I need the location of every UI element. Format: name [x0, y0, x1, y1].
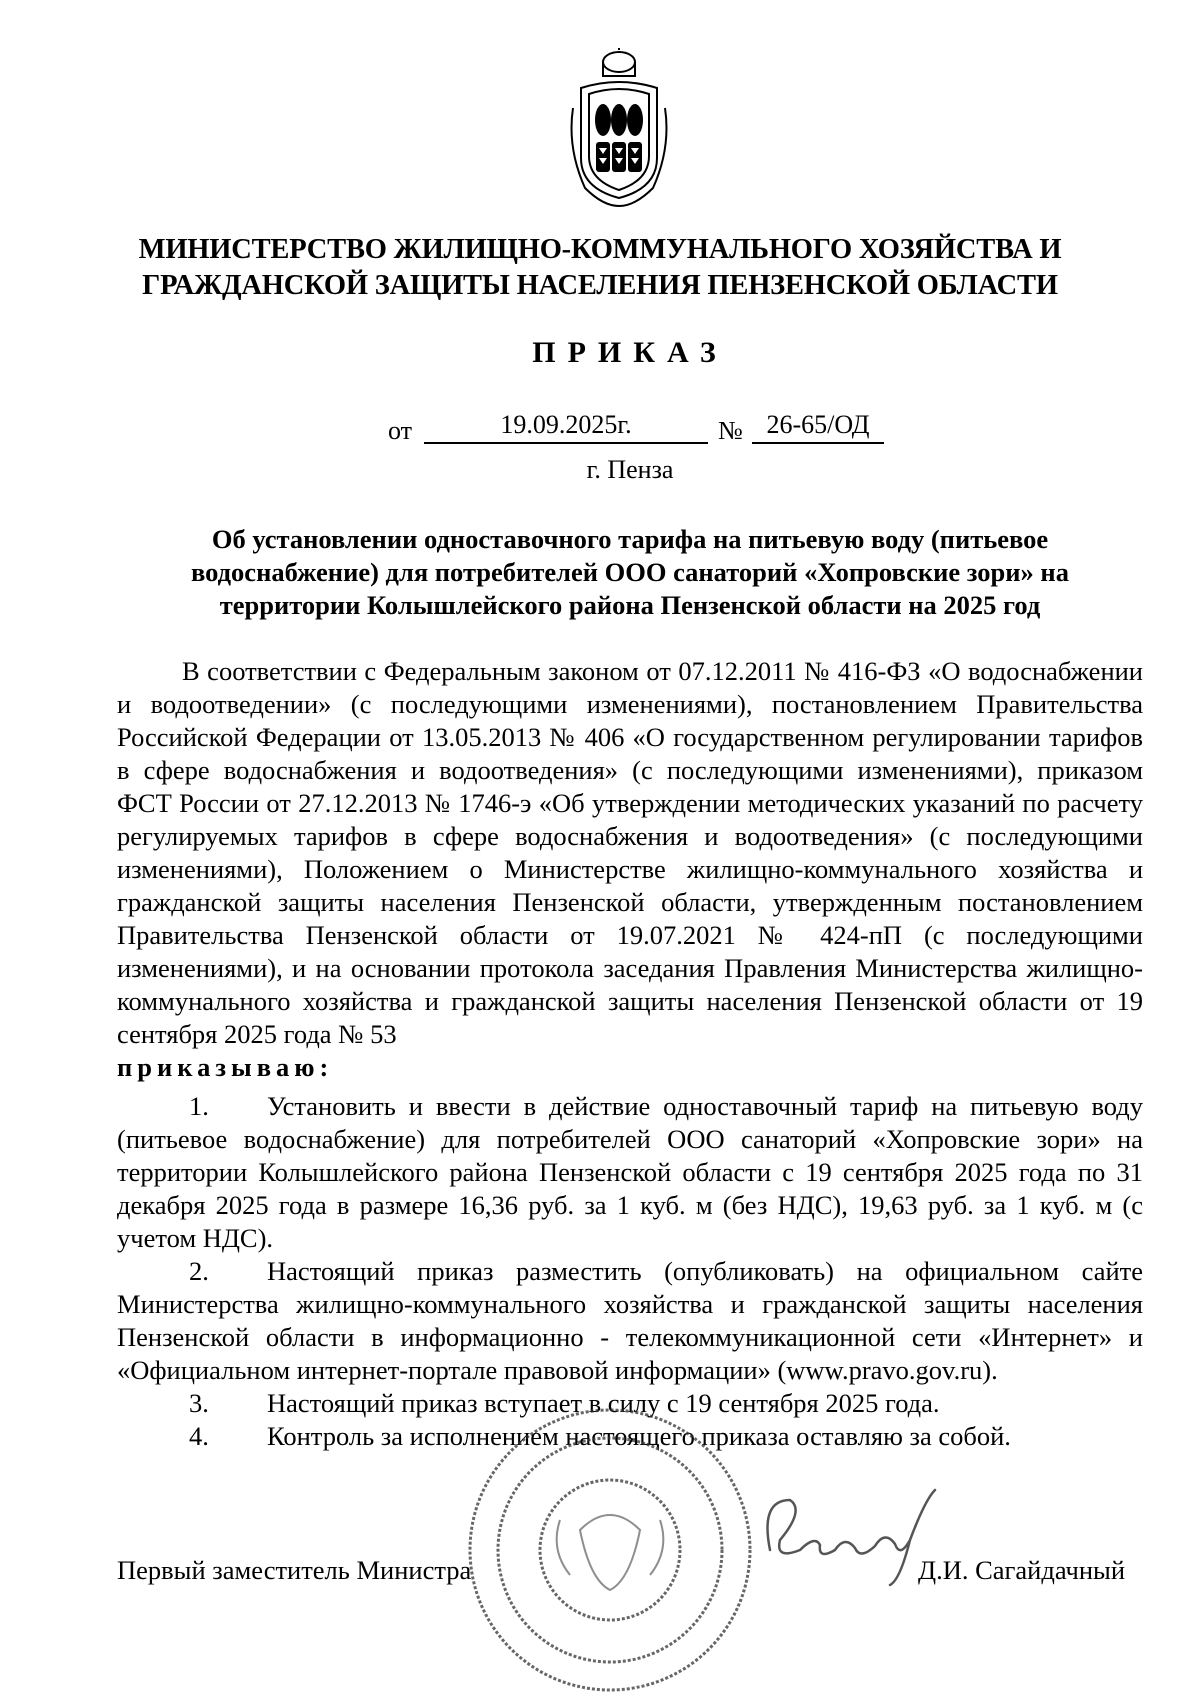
date-number-line: [0, 410, 1200, 446]
resolution-word: приказываю:: [117, 1052, 334, 1082]
subject-line-1: Об установлении одноставочного тарифа на питьевую воду (питьевое: [211, 524, 1049, 554]
official-stamp-icon: [440, 1390, 770, 1698]
item-number: 2.: [189, 1256, 209, 1286]
item-text: Настоящий приказ разместить (опубликовать) на официальном сайте Министерства жилищно-коммунального хозяйства и гражданской защиты населения Пензенской области в информационно - телекоммуникационной сети «Интернет» и «Официальном интернет-портале правовой информации» (www.pravo.gov.ru).: [117, 1256, 1143, 1385]
signatory-position: Первый заместитель Министра: [117, 1555, 472, 1585]
coat-of-arms-icon: [563, 48, 675, 208]
ministry-name: [120, 232, 1080, 304]
subject-line-3: территории Колышлейского района Пензенской области на 2025 год: [219, 590, 1041, 620]
document-type: ПРИКАЗ: [532, 336, 728, 369]
signatory-name: Д.И. Сагайдачный: [918, 1555, 1126, 1585]
order-item-2: [117, 1255, 1143, 1387]
item-text: Установить и ввести в действие одноставочный тариф на питьевую воду (питьевое водоснабжение) для потребителей ООО санаторий «Хопровские зори» на территории Колышлейского района Пензенской области с 19 сентября 2025 года по 31 декабря 2025 года в размере 16,36 руб. за 1 куб. м (без НДС), 19,63 руб. за 1 куб. м (с учетом НДС).: [117, 1091, 1143, 1253]
item-number: 4.: [189, 1421, 209, 1451]
preamble: [117, 655, 1143, 1084]
document-date: 19.09.2025г.: [424, 410, 708, 444]
document-number: 26-65/ОД: [752, 410, 884, 444]
item-text: Настоящий приказ вступает в силу с 19 сентября 2025 года.: [267, 1388, 940, 1418]
item-text: Контроль за исполнением настоящего приказа оставляю за собой.: [267, 1421, 1011, 1451]
number-sign: №: [718, 416, 743, 445]
item-number: 3.: [189, 1388, 209, 1418]
document-subject: [150, 523, 1110, 622]
ministry-line-2: ГРАЖДАНСКОЙ ЗАЩИТЫ НАСЕЛЕНИЯ ПЕНЗЕНСКОЙ ОБЛАСТИ: [142, 270, 1058, 301]
date-prefix: от: [388, 416, 413, 445]
order-item-1: [117, 1090, 1143, 1255]
subject-line-2: водоснабжение) для потребителей ООО санаторий «Хопровские зори» на: [191, 557, 1069, 587]
item-number: 1.: [189, 1091, 209, 1121]
preamble-text: В соответствии с Федеральным законом от 07.12.2011 № 416-ФЗ «О водоснабжении и водоотведении» (с последующими изменениями), постановлением Правительства Российской Федерации от 13.05.2013 № 406 «О государственном регулировании тарифов в сфере водоснабжения и водоотведения» (с последующими изменениями), приказом ФСТ России от 27.12.2013 № 1746-э «Об утверждении методических указаний по расчету регулируемых тарифов в сфере водоснабжения и водоотведения» (с последующими изменениями), Положением о Министерстве жилищно-коммунального хозяйства и гражданской защиты населения Пензенской области, утвержденным постановлением Правительства Пензенской области от 19.07.2021 № 424-пП (с последующими изменениями), и на основании протокола заседания Правления Министерства жилищно-коммунального хозяйства и гражданской защиты населения Пензенской области от 19 сентября 2025 года № 53: [117, 656, 1143, 1049]
ministry-line-1: МИНИСТЕРСТВО ЖИЛИЩНО-КОММУНАЛЬНОГО ХОЗЯЙСТВА И: [138, 234, 1062, 265]
city: г. Пенза: [586, 455, 674, 484]
